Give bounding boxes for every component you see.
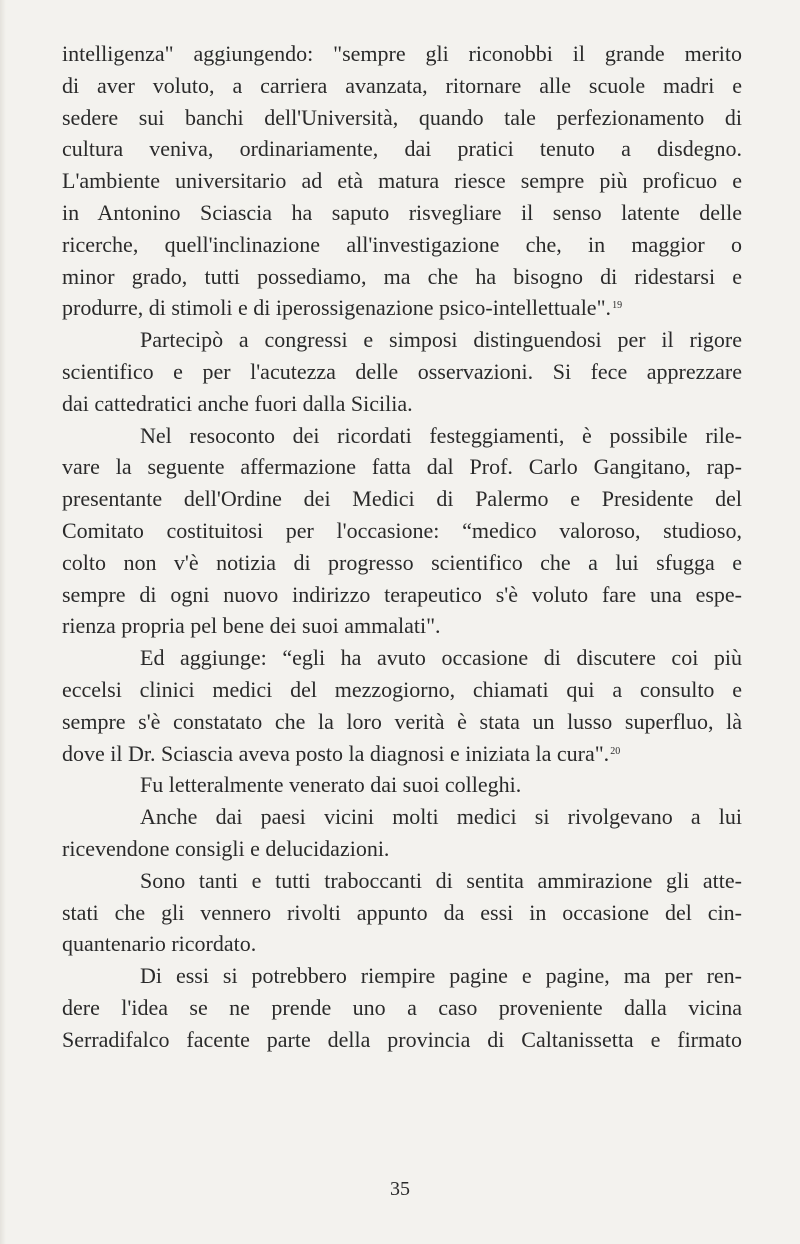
text-line-content: intelligenza" aggiungendo: "sempre gli riconobbi il grande merito [62,41,742,66]
text-line-content: colto non v'è notizia di progresso scientifico che a lui sfugga e [62,549,742,575]
text-line-content: Partecipò a congressi e simposi distinguendosi per il rigore [140,327,742,353]
text-line-content: sempre di ogni nuovo indirizzo terapeutico s'è voluto fare una espe- [62,581,742,607]
text-line-content: Di essi si potrebbero riempire pagine e pagine, ma per ren- [140,963,742,989]
text-line [62,897,742,929]
text-line-content: vare la seguente affermazione fatta dal Prof. Carlo Gangitano, rap- [62,454,742,480]
text-line-content: dere l'idea se ne prende uno a caso proveniente dalla vicina [62,994,742,1020]
text-line-content: in Antonino Sciascia ha saputo risvegliare il senso latente delle [62,199,742,225]
text-line-content: sedere sui banchi dell'Università, quando tale perfezionamento di [62,104,742,130]
text-line-content: sempre s'è constatato che la loro verità è stata un lusso superfluo, là [62,708,742,734]
text-line-content: cultura veniva, ordinariamente, dai pratici tenuto a disdegno. [62,136,742,162]
text-line-content: stati che gli vennero rivolti appunto da essi in occasione del cin- [62,899,742,925]
text-line [62,865,742,897]
text-line-content: Ed aggiunge: “egli ha avuto occasione di discutere coi più [140,645,742,671]
text-line-content: quantenario ricordato. [62,931,257,957]
text-line-content: Comitato costituitosi per l'occasione: “medico valoroso, studioso, [62,517,742,543]
page-number: 35 [390,1178,410,1200]
text-line [62,706,742,738]
text-line-content: dove il Dr. Sciascia aveva posto la diagnosi e iniziata la cura". [62,740,610,766]
text-line-content: presentante dell'Ordine dei Medici di Palermo e Presidente del [62,486,742,512]
text-line [62,833,742,865]
text-line-content: dai cattedratici anche fuori dalla Sicilia. [62,390,413,416]
text-line-content: Fu letteralmente venerato dai suoi colleghi. [140,772,522,798]
text-line [62,356,742,388]
text-line-content: L'ambiente universitario ad età matura riesce sempre più proficuo e [62,168,742,194]
text-line [62,547,742,579]
text-line [62,133,742,165]
text-line [62,1024,742,1056]
text-line [62,515,742,547]
text-line [62,579,742,611]
text-line-content: rienza propria pel bene dei suoi ammalati". [62,613,441,639]
text-line-content: Nel resoconto dei ricordati festeggiamenti, è possibile rile- [140,422,742,448]
text-line [62,451,742,483]
text-line [62,610,742,642]
text-line [62,38,742,70]
text-line [62,165,742,197]
text-line [62,992,742,1024]
text-line [62,324,742,356]
text-line [62,388,742,420]
text-line [62,960,742,992]
text-line-content: Anche dai paesi vicini molti medici si rivolgevano a lui [140,804,742,830]
text-line-content: scientifico e per l'acutezza delle osservazioni. Si fece apprezzare [62,358,742,384]
text-line [62,928,742,960]
scan-edge-shadow [0,0,6,1244]
text-line-content: Sono tanti e tutti traboccanti di sentita ammirazione gli atte- [140,867,742,893]
text-line-content: Serradifalco facente parte della provincia di Caltanissetta e firmato [62,1026,742,1052]
text-line-content: ricerche, quell'inclinazione all'investigazione che, in maggior o [62,231,742,257]
text-line [62,769,742,801]
text-line [62,102,742,134]
text-line [62,420,742,452]
text-line-content: eccelsi clinici medici del mezzogiorno, chiamati qui a consulto e [62,676,742,702]
text-line [62,70,742,102]
text-line [62,674,742,706]
text-line-content: di aver voluto, a carriera avanzata, ritornare alle scuole madri e [62,72,742,98]
text-line [62,261,742,293]
footnote-marker: 19 [612,300,623,312]
text-line [62,292,742,324]
text-line [62,738,742,770]
text-line [62,229,742,261]
text-line-content: ricevendone consigli e delucidazioni. [62,835,390,861]
body-text [62,38,742,1056]
footnote-marker: 20 [610,745,621,757]
text-line [62,801,742,833]
text-line [62,642,742,674]
text-line [62,197,742,229]
text-line [62,483,742,515]
text-line-content: produrre, di stimoli e di iperossigenazione psico-intellettuale". [62,295,612,321]
text-line-content: minor grado, tutti possediamo, ma che ha bisogno di ridestarsi e [62,263,742,289]
